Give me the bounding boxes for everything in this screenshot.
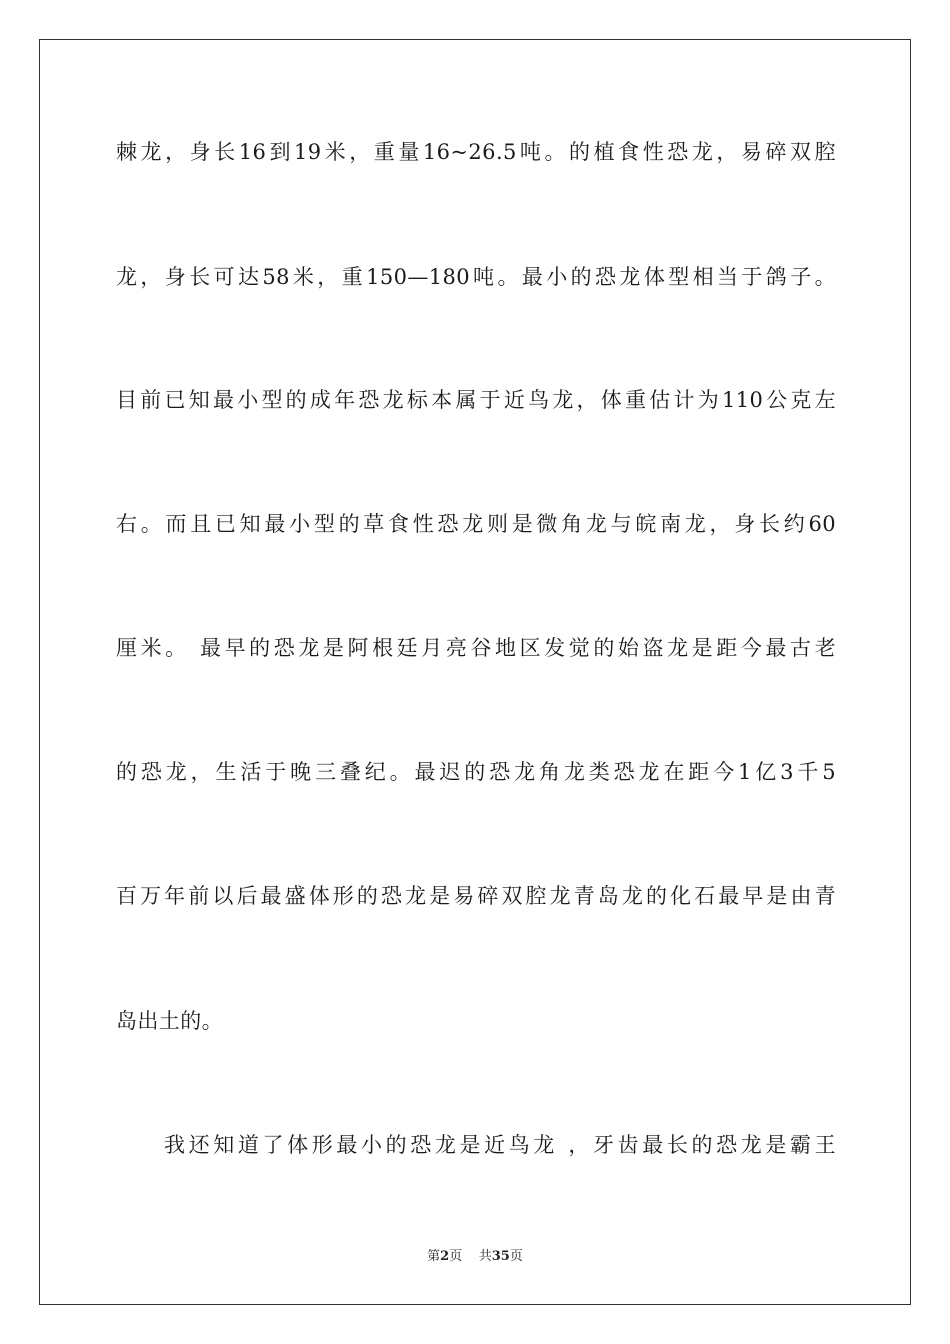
page-footer [0, 1248, 950, 1266]
total-pages: 35 [491, 1249, 510, 1264]
paragraph-line-7: 百万年前以后最盛体形的恐龙是易碎双腔龙青岛龙的化石最早是由青 [116, 884, 836, 908]
paragraph-line-6: 的恐龙，生活于晚三叠纪。最迟的恐龙角龙类恐龙在距今1亿3千5 [116, 760, 836, 784]
total-label-suffix: 页 [509, 1249, 523, 1264]
page-border [39, 39, 911, 1305]
paragraph-line-3: 目前已知最小型的成年恐龙标本属于近鸟龙，体重估计为110公克左 [116, 388, 836, 412]
page-label-suffix: 页 [449, 1249, 463, 1264]
paragraph-line-5: 厘米。 最早的恐龙是阿根廷月亮谷地区发觉的始盗龙是距今最古老 [116, 636, 836, 660]
paragraph-line-2: 龙，身长可达58米，重150—180吨。最小的恐龙体型相当于鸽子。 [116, 265, 836, 289]
page-number: 2 [440, 1249, 450, 1264]
paragraph-line-1: 棘龙，身长16到19米，重量16~26.5吨。的植食性恐龙，易碎双腔 [116, 140, 836, 164]
page-label-prefix: 第 [427, 1249, 441, 1264]
paragraph-line-4: 右。而且已知最小型的草食性恐龙则是微角龙与皖南龙，身长约60 [116, 512, 836, 536]
paragraph-line-8: 岛出土的。 [116, 1009, 223, 1033]
paragraph-2-line-1: 我还知道了体形最小的恐龙是近鸟龙 ，牙齿最长的恐龙是霸王 [164, 1133, 836, 1157]
total-label-prefix: 共 [478, 1249, 492, 1264]
